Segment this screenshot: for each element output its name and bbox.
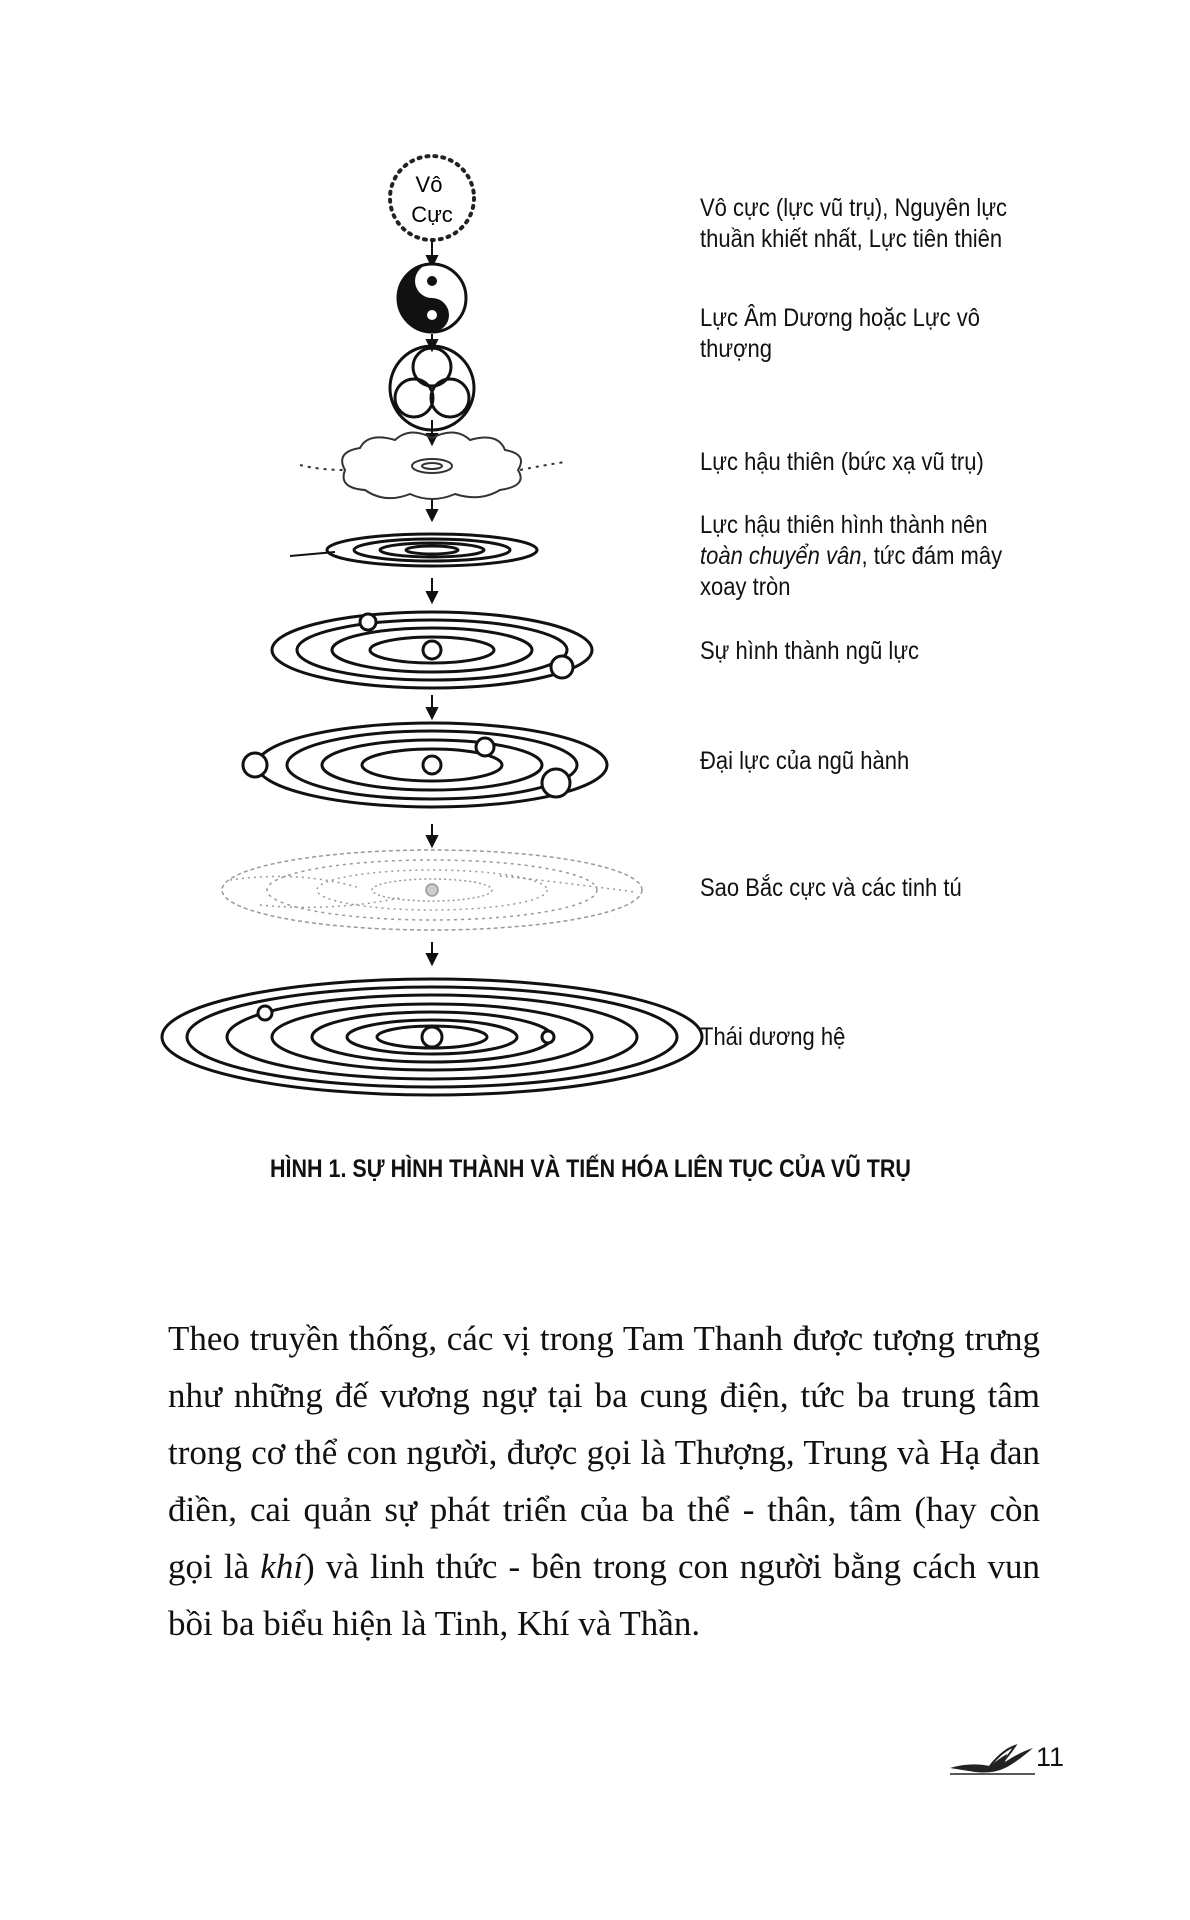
three-circles-icon: [390, 346, 474, 430]
galaxy-icon: [222, 850, 642, 930]
page-number: 11: [1036, 1742, 1065, 1772]
label-yin-yang: Lực Âm Dương hoặc Lực vô thượng: [700, 304, 980, 363]
label-spiral-cloud: [700, 510, 1021, 603]
body-text-part-1: Theo truyền thống, các vị trong Tam Thanh được tượng trưng như những đế vương ngự tại ba cung điện, tức ba trung tâm trong cơ thể con người, được gọi là Thượng, Trung và Hạ đan điền, cai quản sự phát triển của ba thể - thân, tâm (hay còn gọi là: [168, 1319, 1040, 1586]
body-text-part-2: ) và linh thức - bên trong con người bằng cách vun bồi ba biểu hiện là Tinh, Khí và Thần.: [168, 1547, 1040, 1643]
label-spiral-cloud-b: , tức đám mây xoay tròn: [700, 542, 1003, 601]
five-forces-icon: [272, 612, 592, 688]
spiral-cloud-icon: [290, 534, 537, 566]
wuji-label-top: Vô: [415, 172, 443, 197]
label-wuji: Vô cực (lực vũ trụ), Nguyên lực thuần khiết nhất, Lực tiên thiên: [700, 194, 1008, 253]
label-spiral-cloud-a: Lực hậu thiên hình thành nên: [700, 511, 988, 539]
body-text-italic: khí: [260, 1547, 304, 1586]
label-five-elements: Đại lực của ngũ hành: [700, 747, 910, 775]
label-spiral-cloud-italic: toàn chuyển vân: [700, 542, 862, 570]
wuji-circle: [390, 156, 474, 240]
wuji-label-bottom: Cực: [411, 202, 453, 227]
label-five-forces: Sự hình thành ngũ lực: [700, 637, 920, 665]
crane-ornament-icon: [945, 1740, 1040, 1780]
yin-yang-icon: [398, 264, 466, 332]
label-solar-system: Thái dương hệ: [700, 1023, 846, 1051]
body-paragraph: [168, 1310, 1040, 1652]
label-stars: Sao Bắc cực và các tinh tú: [700, 874, 962, 902]
figure-caption: HÌNH 1. SỰ HÌNH THÀNH VÀ TIẾN HÓA LIÊN TỤC CỦA VŨ TRỤ: [270, 1155, 911, 1183]
solar-system-icon: [162, 979, 702, 1095]
label-post-heaven: Lực hậu thiên (bức xạ vũ trụ): [700, 448, 984, 476]
five-elements-icon: [243, 723, 607, 807]
